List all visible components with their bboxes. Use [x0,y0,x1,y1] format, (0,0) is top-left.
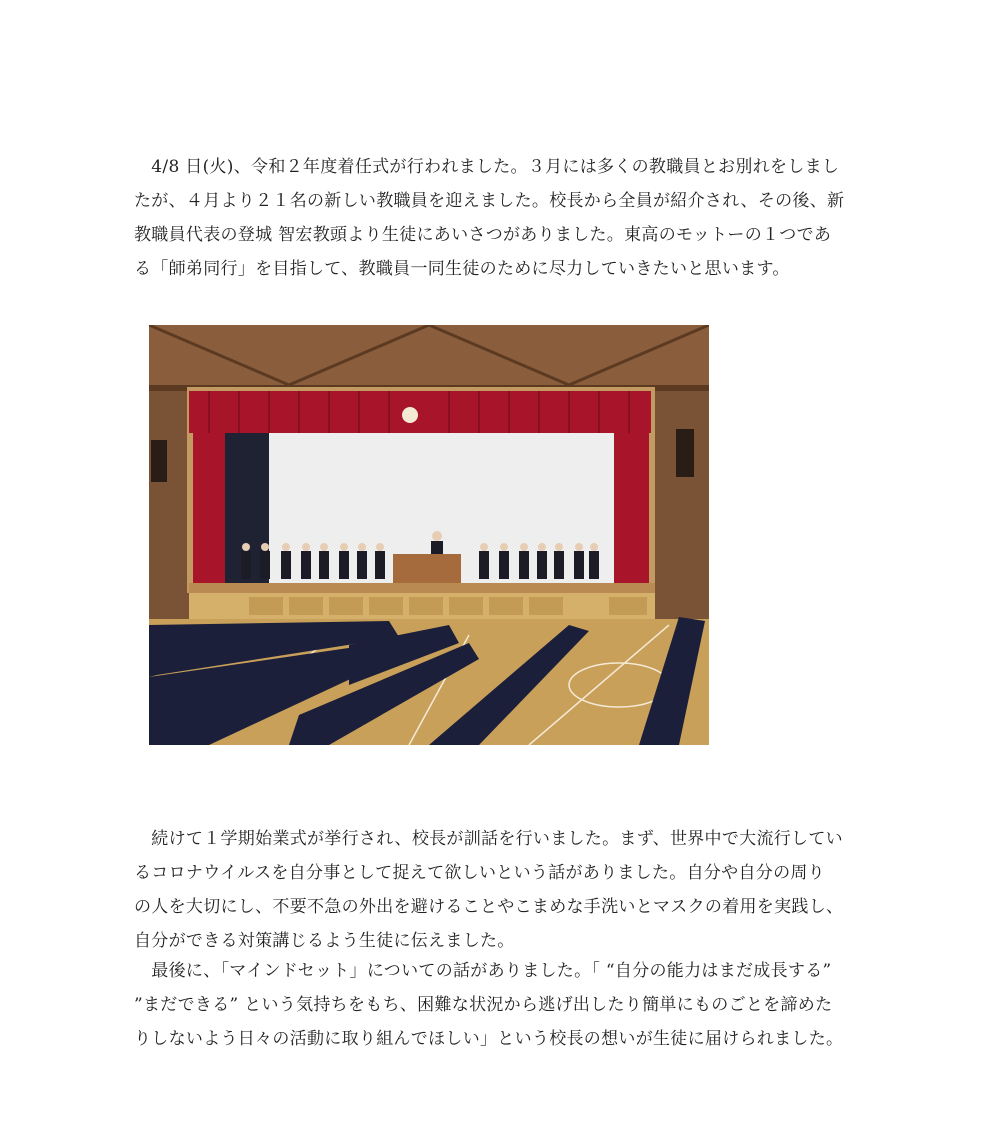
paragraph-line: 4/8 日(火)、令和２年度着任式が行われました。３月には多くの教職員とお別れをしまし [134,157,840,177]
paragraph-intro [134,150,894,286]
paragraph-line: 最後に、「マインドセット」についての話がありました。「 “自分の能力はまだ成長する” [134,961,832,981]
paragraph-line: 教職員代表の登城 智宏教頭より生徒にあいさつがありました。東高のモットーの１つであ [134,225,832,245]
ceremony-photo-drawing [149,325,709,745]
paragraph-line: ”まだできる” という気持ちをもち、困難な状況から逃げ出したり簡単にものごとを諦めた [134,995,833,1015]
paragraph-line: たが、４月より２１名の新しい教職員を迎えました。校長から全員が紹介され、その後、新 [134,191,845,211]
paragraph-line: る「師弟同行」を目指して、教職員一同生徒のために尽力していきたいと思います。 [134,259,790,279]
paragraph-line: 自分ができる対策講じるよう生徒に伝えました。 [134,931,515,951]
paragraph-line: の人を大切にし、不要不急の外出を避けることやこまめな手洗いとマスクの着用を実践し、 [134,897,844,917]
paragraph-line: るコロナウイルスを自分事として捉えて欲しいという話がありました。自分や自分の周り [134,863,825,883]
paragraph-line: 続けて１学期始業式が挙行され、校長が訓話を行いました。まず、世界中で大流行してい [134,829,843,849]
paragraph-line: りしないよう日々の活動に取り組んでほしい」という校長の想いが生徒に届けられました。 [134,1029,844,1049]
paragraph-opening-ceremony [134,822,894,958]
paragraph-mindset [134,954,894,1056]
ceremony-photo [149,325,709,745]
